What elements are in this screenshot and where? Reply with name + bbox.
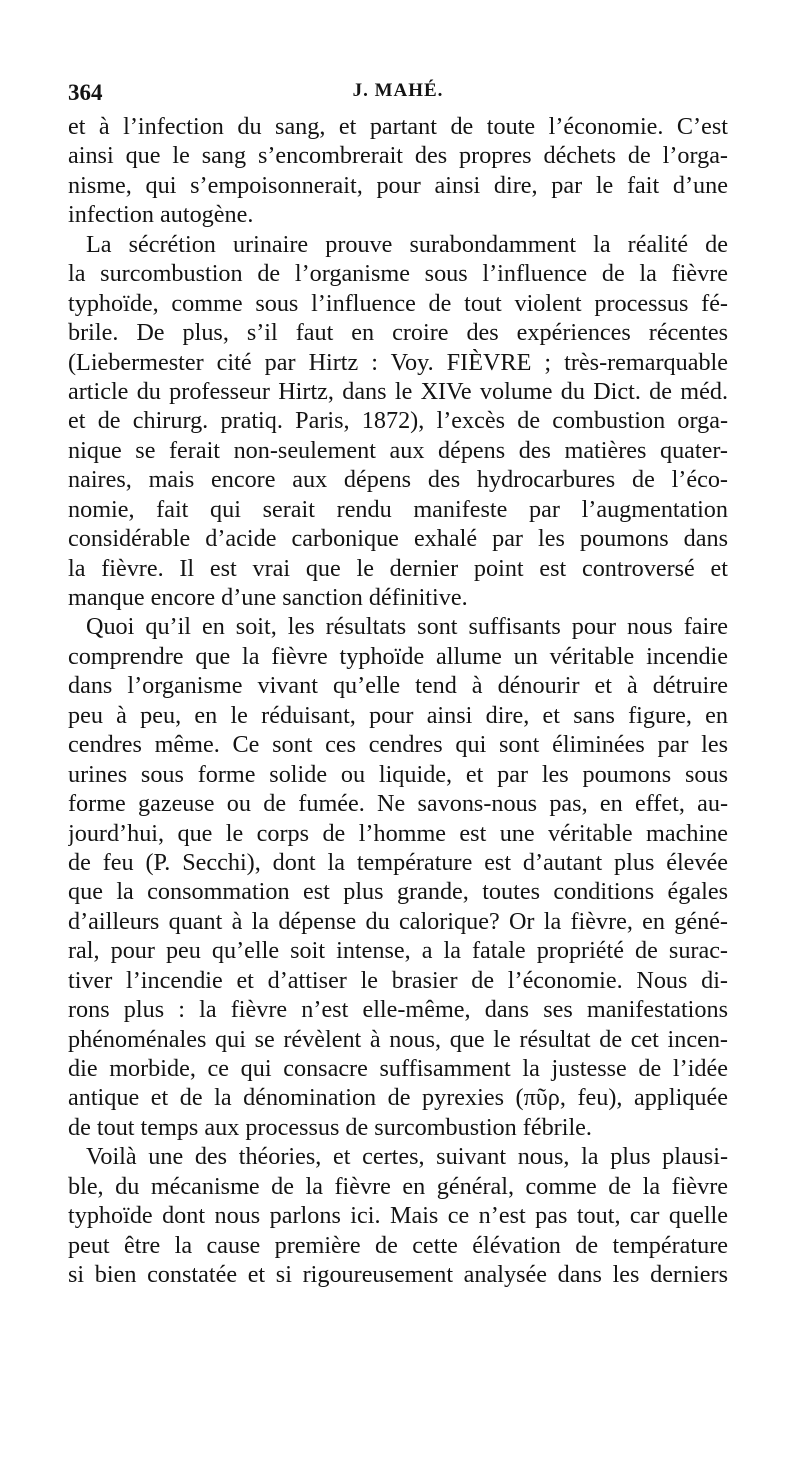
text-line: forme gazeuse ou de fumée. Ne savons-nous pas, en effet, au-	[68, 790, 728, 818]
text-line: comprendre que la fièvre typhoïde allume un véritable incendie	[68, 642, 728, 670]
text-line: article du professeur Hirtz, dans le XIVe volume du Dict. de méd.	[68, 377, 728, 405]
text-line: tiver l’incendie et d’attiser le brasier de l’économie. Nous di-	[68, 966, 728, 994]
page-number: 364	[68, 80, 103, 105]
text-line: de feu (P. Secchi), dont la température est d’autant plus élevée	[68, 848, 728, 876]
text-line: typhoïde, comme sous l’influence de tout violent processus fé-	[68, 289, 728, 317]
text-line: de tout temps aux processus de surcombustion fébrile.	[68, 1113, 592, 1141]
text-line: ainsi que le sang s’encombrerait des propres déchets de l’orga-	[68, 142, 728, 170]
text-line: et à l’infection du sang, et partant de toute l’économie. C’est	[68, 113, 728, 140]
text-line: si bien constatée et si rigoureusement analysée dans les derniers	[68, 1261, 728, 1289]
text-line: La sécrétion urinaire prouve surabondamment la réalité de	[86, 230, 728, 258]
text-line: infection autogène.	[68, 201, 254, 229]
text-line: phénoménales qui se révèlent à nous, que le résultat de cet incen-	[68, 1025, 728, 1053]
text-line: peu à peu, en le réduisant, pour ainsi dire, et sans figure, en	[68, 701, 728, 729]
text-line: la fièvre. Il est vrai que le dernier point est controversé et	[68, 554, 728, 582]
text-line: manque encore d’une sanction définitive.	[68, 584, 468, 611]
text-line: nique se ferait non-seulement aux dépens des matières quater-	[68, 436, 728, 464]
text-line: jourd’hui, que le corps de l’homme est une véritable machine	[68, 819, 728, 847]
text-line: nisme, qui s’empoisonnerait, pour ainsi dire, par le fait d’une	[68, 171, 728, 199]
text-line: (Liebermester cité par Hirtz : Voy. FIÈVRE ; très-remarquable	[68, 348, 728, 376]
text-line: la surcombustion de l’organisme sous l’influence de la fièvre	[68, 260, 728, 288]
text-line: die morbide, ce qui consacre suffisamment la justesse de l’idée	[68, 1055, 728, 1082]
text-line: cendres même. Ce sont ces cendres qui sont éliminées par les	[68, 731, 728, 759]
text-line: d’ailleurs quant à la dépense du calorique? Or la fièvre, en géné-	[68, 907, 728, 935]
text-line: ble, du mécanisme de la fièvre en général, comme de la fièvre	[68, 1172, 728, 1200]
page-header	[68, 80, 728, 110]
text-line: naires, mais encore aux dépens des hydrocarbures de l’éco-	[68, 466, 728, 494]
text-line: dans l’organisme vivant qu’elle tend à dénourir et à détruire	[68, 672, 728, 700]
text-line: peut être la cause première de cette élévation de température	[68, 1231, 728, 1259]
running-head: J. MAHÉ.	[352, 80, 444, 101]
text-line: urines sous forme solide ou liquide, et par les poumons sous	[68, 760, 728, 788]
text-line: typhoïde dont nous parlons ici. Mais ce n’est pas tout, car quelle	[68, 1202, 728, 1230]
text-line: que la consommation est plus grande, toutes conditions égales	[68, 878, 728, 906]
text-line: et de chirurg. pratiq. Paris, 1872), l’excès de combustion orga-	[68, 407, 728, 435]
text-line: ral, pour peu qu’elle soit intense, a la fatale propriété de surac-	[68, 937, 728, 965]
text-line: considérable d’acide carbonique exhalé par les poumons dans	[68, 525, 728, 553]
text-line: Voilà une des théories, et certes, suivant nous, la plus plausi-	[86, 1143, 728, 1171]
text-line: antique et de la dénomination de pyrexies (πῦρ, feu), appliquée	[68, 1084, 728, 1112]
text-line: nomie, fait qui serait rendu manifeste par l’augmentation	[68, 495, 728, 523]
text-line: brile. De plus, s’il faut en croire des expériences récentes	[68, 319, 728, 347]
body-text	[68, 112, 728, 1290]
text-line: Quoi qu’il en soit, les résultats sont suffisants pour nous faire	[86, 613, 728, 641]
text-line: rons plus : la fièvre n’est elle-même, dans ses manifestations	[68, 996, 728, 1024]
